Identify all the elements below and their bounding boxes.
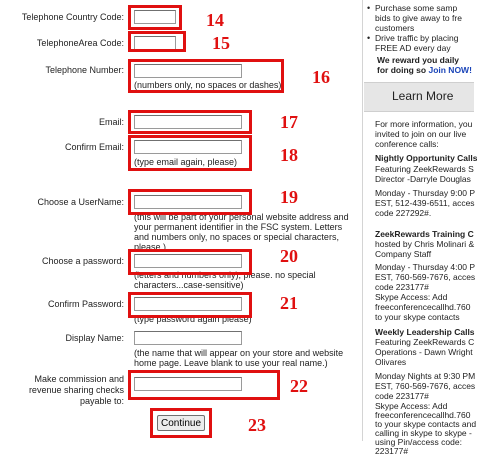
payable-to-label-line-2: revenue sharing checks <box>28 385 124 395</box>
leadership-calls-line-9: to your skype contacts and <box>375 419 477 429</box>
nightly-calls-line-2: Director -Darryle Douglas <box>375 174 471 184</box>
training-calls-line-8: to your skype contacts <box>375 312 460 322</box>
leadership-calls-title: Weekly Leadership Calls <box>375 327 475 337</box>
payable-to-label-line-3: payable to: <box>79 396 124 406</box>
leadership-calls-line-8: freeconferencecallhd.760 <box>375 410 471 420</box>
leadership-calls-line-11: using Pin/access code: <box>375 437 462 447</box>
confirm-password-input[interactable] <box>134 297 242 311</box>
confirm-email-input[interactable] <box>134 140 242 154</box>
leadership-calls-line-5: EST, 760-569-7676, acces <box>375 381 476 391</box>
sidebar-bullet-1-line-2: bids to give away to fre <box>375 13 462 23</box>
bullet-icon: • <box>367 3 371 13</box>
area-code-label: TelephoneArea Code: <box>36 38 124 48</box>
training-calls-line-7: freeconferencecallhd.760 <box>375 302 471 312</box>
annotation-number-16: 16 <box>312 67 330 87</box>
info-line-2: invited to join on our live <box>375 129 467 139</box>
payable-to-label-line-1: Make commission and <box>34 374 124 384</box>
learn-more-label: Learn More <box>392 89 454 103</box>
password-label: Choose a password: <box>41 256 124 266</box>
telephone-number-label: Telephone Number: <box>45 65 124 75</box>
password-note-line-2: characters...case-sensitive) <box>134 280 244 290</box>
annotation-number-21: 21 <box>280 293 298 313</box>
training-calls-line-3: Monday - Thursday 4:00 P <box>375 262 476 272</box>
training-calls-line-1: hosted by Chris Molinari & <box>375 239 475 249</box>
display-name-note-line-2: home page. Leave blank to use your real name.) <box>134 358 328 368</box>
reward-prefix: for doing so <box>377 65 429 75</box>
nightly-calls-line-1: Featuring ZeekRewards S <box>375 164 474 174</box>
join-now-link[interactable]: Join NOW! <box>428 65 472 75</box>
annotation-number-17: 17 <box>280 112 298 132</box>
sidebar-bullet-1-line-1: Purchase some samp <box>375 3 458 13</box>
username-note-line-1: (this will be part of your personal website address and <box>134 212 349 222</box>
nightly-calls-line-4: EST, 512-439-6511, acces <box>375 198 475 208</box>
sidebar <box>362 0 477 456</box>
leadership-calls-line-4: Monday Nights at 9:30 PM <box>375 371 476 381</box>
annotation-number-23: 23 <box>248 415 266 435</box>
confirm-password-label: Confirm Password: <box>47 299 124 309</box>
nightly-calls-line-5: code 227292#. <box>375 208 432 218</box>
confirm-email-label: Confirm Email: <box>64 142 124 152</box>
annotation-number-15: 15 <box>212 33 230 53</box>
leadership-calls-line-7: Skype Access: Add <box>375 401 448 411</box>
training-calls-line-4: EST, 760-569-7676, acces <box>375 272 476 282</box>
display-name-note-line-1: (the name that will appear on your store and website <box>134 348 344 358</box>
leadership-calls-line-6: code 223177# <box>375 391 429 401</box>
sidebar-bullet-2-line-2: FREE AD every day <box>375 43 451 53</box>
leadership-calls-line-1: Featuring ZeekRewards C <box>375 337 475 347</box>
training-calls-title: ZeekRewards Training C <box>375 229 474 239</box>
annotation-number-22: 22 <box>290 376 308 396</box>
training-calls-line-6: Skype Access: Add <box>375 292 448 302</box>
leadership-calls-line-12: 223177# <box>375 446 409 456</box>
confirm-password-note: (type password again please) <box>134 314 252 324</box>
username-note-line-4: please.) <box>134 242 167 252</box>
annotation-number-20: 20 <box>280 246 298 266</box>
confirm-email-note: (type email again, please) <box>134 157 238 167</box>
email-label: Email: <box>98 117 124 127</box>
password-note-line-1: (letters and numbers only), please. no special <box>134 270 316 280</box>
username-input[interactable] <box>134 195 242 209</box>
info-line-3: conference calls: <box>375 139 439 149</box>
leadership-calls-line-3: Olivares <box>375 357 407 367</box>
annotation-number-14: 14 <box>206 10 224 30</box>
leadership-calls-line-10: calling in skype to skype - <box>375 428 472 438</box>
country-code-input[interactable] <box>134 10 176 24</box>
display-name-input[interactable] <box>134 331 242 345</box>
email-input[interactable] <box>134 115 242 129</box>
payable-to-input[interactable] <box>134 377 242 391</box>
telephone-number-note: (numbers only, no spaces or dashes) <box>134 80 282 90</box>
username-label: Choose a UserName: <box>37 197 124 207</box>
reward-line-2 <box>377 65 472 75</box>
area-code-input[interactable] <box>134 36 176 50</box>
training-calls-line-5: code 223177# <box>375 282 429 292</box>
sidebar-bullet-2-line-1: Drive traffic by placing <box>375 33 459 43</box>
nightly-calls-line-3: Monday - Thursday 9:00 P <box>375 188 476 198</box>
continue-button[interactable]: Continue <box>157 415 205 431</box>
display-name-label: Display Name: <box>65 333 124 343</box>
telephone-number-input[interactable] <box>134 64 242 78</box>
annotation-number-19: 19 <box>280 187 298 207</box>
username-note-line-3: and numbers only, no spaces or special characters, <box>134 232 339 242</box>
bullet-icon: • <box>367 33 371 43</box>
training-calls-line-2: Company Staff <box>375 249 432 259</box>
country-code-label: Telephone Country Code: <box>21 12 124 22</box>
sidebar-bullet-1-line-3: customers <box>375 23 415 33</box>
leadership-calls-line-2: Operations - Dawn Wright <box>375 347 473 357</box>
username-note-line-2: your permanent identifier in the FSC system. Letters <box>134 222 343 232</box>
info-line-1: For more information, you <box>375 119 473 129</box>
password-input[interactable] <box>134 254 242 268</box>
annotation-number-18: 18 <box>280 145 298 165</box>
reward-line-1: We reward you daily <box>377 55 460 65</box>
learn-more-button[interactable] <box>364 82 474 112</box>
nightly-calls-title: Nightly Opportunity Calls <box>375 153 477 163</box>
